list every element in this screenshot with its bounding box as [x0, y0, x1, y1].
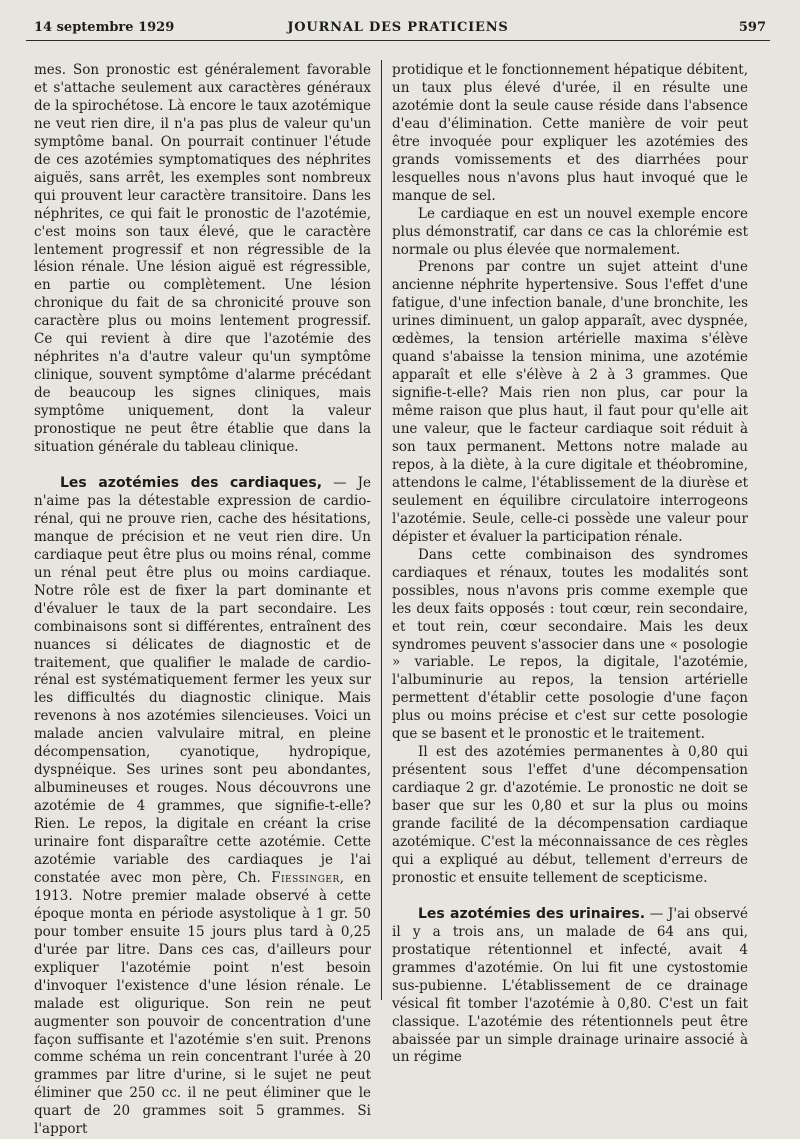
cardiac-section-paragraph — [34, 475, 371, 1139]
left-paragraph-1: mes. Son pronostic est généralement favorable et s'attache seulement aux caractères généraux de la spirochétose. Là encore le taux azotémique ne veut rien dire, il n'a pas plus de valeur qu'un symptôme banal. On pourrait continuer l'étude de ces azotémies symptomatiques des néphrites aiguës, sans arrêt, les exemples sont nombreux qui prouvent leur caractère transitoire. Dans les néphrites, ce qui fait le pronostic de l'azotémie, c'est moins son taux élevé, que le caractère lentement progressif et non régressible de la lésion rénale. Une lésion aiguë est régressible, en partie ou complètement. Une lésion chronique du fait de sa chronicité prouve son caractère plus ou moins lentement progressif. Ce qui revient à dire que l'azotémie des néphrites n'a d'autre valeur qu'un symptôme clinique, souvent symptôme d'alarme précédant de beaucoup les signes cliniques, mais symptôme uniquement, dont la valeur pronostique ne peut être établie que dans la situation générale du tableau clinique. — [34, 62, 371, 456]
urinaires-section-paragraph — [392, 906, 748, 1068]
right-paragraph-2: Le cardiaque en est un nouvel exemple encore plus démonstratif, car dans ce cas la chlorémie est normale ou plus élevée que normalement. — [392, 205, 748, 258]
running-header — [30, 20, 766, 38]
left-column — [34, 62, 371, 1139]
right-paragraph-1: protidique et le fonctionnement hépatique débitent, un taux plus élevé d'urée, il en résulte une azotémie dont la seule cause réside dans l'absence d'eau d'élimination. Cette manière de voir peut être invoquée pour expliquer les azotémies des grands vomissements et des diarrhées pour lesquelles nous n'avons plus haut invoqué que le manque de sel. — [392, 62, 748, 204]
header-rule — [26, 40, 770, 41]
right-column — [392, 62, 748, 1067]
section-heading-urinaires: Les azotémies des urinaires. — [418, 905, 646, 922]
journal-title: JOURNAL DES PRATICIENS — [287, 20, 509, 35]
author-name: Fiessinger — [271, 869, 340, 886]
header-date: 14 septembre 1929 — [34, 20, 175, 35]
right-paragraph-4: Dans cette combinaison des syndromes cardiaques et rénaux, toutes les modalités sont possibles, nous n'avons pris comme exemple que les deux faits opposés : tout cœur, rein secondaire, et tout rein, cœur secondaire. Mais les deux syndromes peuvent s'associer dans une « posologie » variable. Le repos, la digitale, l'azotémie, l'albuminurie au repos, la tension artérielle permettent d'établir cette posologie d'une façon plus ou moins précise et c'est sur cette posologie que se basent et le pronostic et le traitement. — [392, 546, 748, 743]
cardiac-text-a: — Je n'aime pas la détestable expression de cardio-rénal, qui ne prouve rien, cache des hésitations, manque de précision et ne veut rien dire. Un cardiaque peut être plus ou moins rénal, comme un rénal peut être plus ou moins cardiaque. Notre rôle est de fixer la part dominante et d'évaluer le taux de la part secondaire. Les combinaisons sont si différentes, entraînent des nuances si délicates de diagnostic et de traitement, que qualifier le malade de cardio-rénal est systématiquement fermer les yeux sur les difficultés du diagnostic clinique. Mais revenons à nos azotémies silencieuses. Voici un malade ancien valvulaire mitral, en pleine décompensation, cyanotique, hydropique, dyspnéique. Ses urines sont peu abondantes, albumineuses et rouges. Nous découvrons une azotémie de 4 grammes, que signifie-t-elle? Rien. Le repos, la digitale en créant la crise urinaire font disparaître cette azotémie. Cette azotémie variable des cardiaques je l'ai constatée avec mon père, Ch. — [34, 474, 372, 886]
right-paragraph-5: Il est des azotémies permanentes à 0,80 qui présentent sous l'effet d'une décompensation cardiaque 2 gr. d'azotémie. Le pronostic ne doit se baser que sur les 0,80 et sur la plus ou moins grande facilité de la décompensation cardiaque azotémique. C'est la méconnaissance de ces règles qui a expliqué au début, tellement d'erreurs de pronostic et ensuite tellement de scepticisme. — [392, 744, 748, 886]
column-divider — [381, 60, 382, 1000]
section-heading-cardiaques: Les azotémies des cardiaques, — [60, 474, 323, 491]
right-paragraph-3: Prenons par contre un sujet atteint d'une ancienne néphrite hypertensive. Sous l'effet d'une fatigue, d'une infection banale, d'une bronchite, les urines diminuent, un galop apparaît, avec dyspnée, œdèmes, la tension artérielle maxima s'élève quand s'abaisse la tension minima, une azotémie apparaît et elle s'élève à 2 à 3 grammes. Que signifie-t-elle? Mais rien non plus, car pour la même raison que plus haut, il faut pour qu'elle ait une valeur, que le facteur cardiaque soit réduit à son taux permanent. Mettons notre malade au repos, à la diète, à la cure digitale et théobromine, attendons le calme, l'établissement de la diurèse et seulement en équilibre circulatoire interrogeons l'azotémie. Seule, celle-ci possède une valeur pour dépister et évaluer la participation rénale. — [392, 259, 748, 545]
page-number: 597 — [738, 20, 766, 35]
cardiac-text-b: , en 1913. Notre premier malade observé à cette époque monta en période asystolique à 1 gr. 50 pour tomber ensuite 15 jours plus tard à 0,25 d'urée par litre. Dans ces cas, d'ailleurs pour expliquer l'azotémie point n'est besoin d'invoquer l'existence d'une lésion rénale. Le malade est oligurique. Son rein ne peut augmenter son pouvoir de concentration d'une façon suffisante et l'azotémie s'en suit. Prenons comme schéma un rein concentrant l'urée à 20 grammes par litre d'urine, si le sujet ne peut éliminer que 250 cc. il ne peut éliminer que le quart de 20 grammes soit 5 grammes. Si l'apport — [34, 869, 371, 1138]
urinaires-text: — J'ai observé il y a trois ans, un malade de 64 ans qui, prostatique rétentionnel et infecté, avait 4 grammes d'azotémie. On lui fit une cystostomie sus-pubienne. L'établissement de ce drainage vésical fit tomber l'azotémie à 0,80. C'est un fait classique. L'azotémie des rétentionnels peut être abaissée par un simple drainage urinaire associé à un régime — [392, 905, 748, 1066]
